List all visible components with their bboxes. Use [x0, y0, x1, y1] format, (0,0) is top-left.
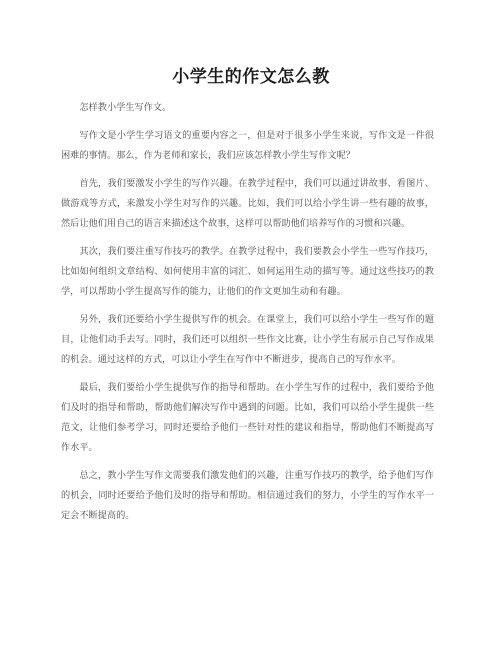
document-title: 小学生的作文怎么教: [172, 67, 330, 87]
paragraph-intro: 怎样教小学生写作文。: [79, 102, 172, 113]
paragraph: 首先，我们要激发小学生的写作兴趣。在教学过程中，我们可以通过讲故事、看图片、做游戏等方式，来激发小学生对写作的兴趣。比如，我们可以给小学生讲一些有趣的故事，然后让他们用自己的语言来描述这个故事，这样可以帮助他们培养写作的习惯和兴趣。: [61, 178, 434, 229]
document-body: [61, 98, 434, 534]
paragraph-conclusion: 总之，教小学生写作文需要我们激发他们的兴趣，注重写作技巧的教学，给予他们写作的机会，同时还要给予他们及时的指导和帮助。相信通过我们的努力，小学生的写作水平一定会不断提高的。: [61, 470, 434, 521]
paragraph: 写作文是小学生学习语文的重要内容之一，但是对于很多小学生来说，写作文是一件很困难的事情。那么，作为老师和家长，我们应该怎样教小学生写作文呢？: [61, 130, 434, 161]
paragraph: 最后，我们要给小学生提供写作的指导和帮助。在小学生写作的过程中，我们要给予他们及时的指导和帮助，帮助他们解决写作中遇到的问题。比如，我们可以给小学生提供一些范文，让他们参考学习，同时还要给予他们一些针对性的建议和指导，帮助他们不断提高写作水平。: [61, 382, 434, 453]
paragraph: 另外，我们还要给小学生提供写作的机会。在课堂上，我们可以给小学生一些写作的题目，让他们动手去写。同时，我们还可以组织一些作文比赛，让小学生有展示自己写作成果的机会。通过这样的方式，可以让小学生在写作中不断进步，提高自己的写作水平。: [61, 314, 434, 365]
paragraph: 其次，我们要注重写作技巧的教学。在教学过程中，我们要教会小学生一些写作技巧，比如如何组织文章结构、如何使用丰富的词汇、如何运用生动的描写等。通过这些技巧的教学，可以帮助小学生提高写作的能力，让他们的作文更加生动和有趣。: [61, 246, 434, 297]
